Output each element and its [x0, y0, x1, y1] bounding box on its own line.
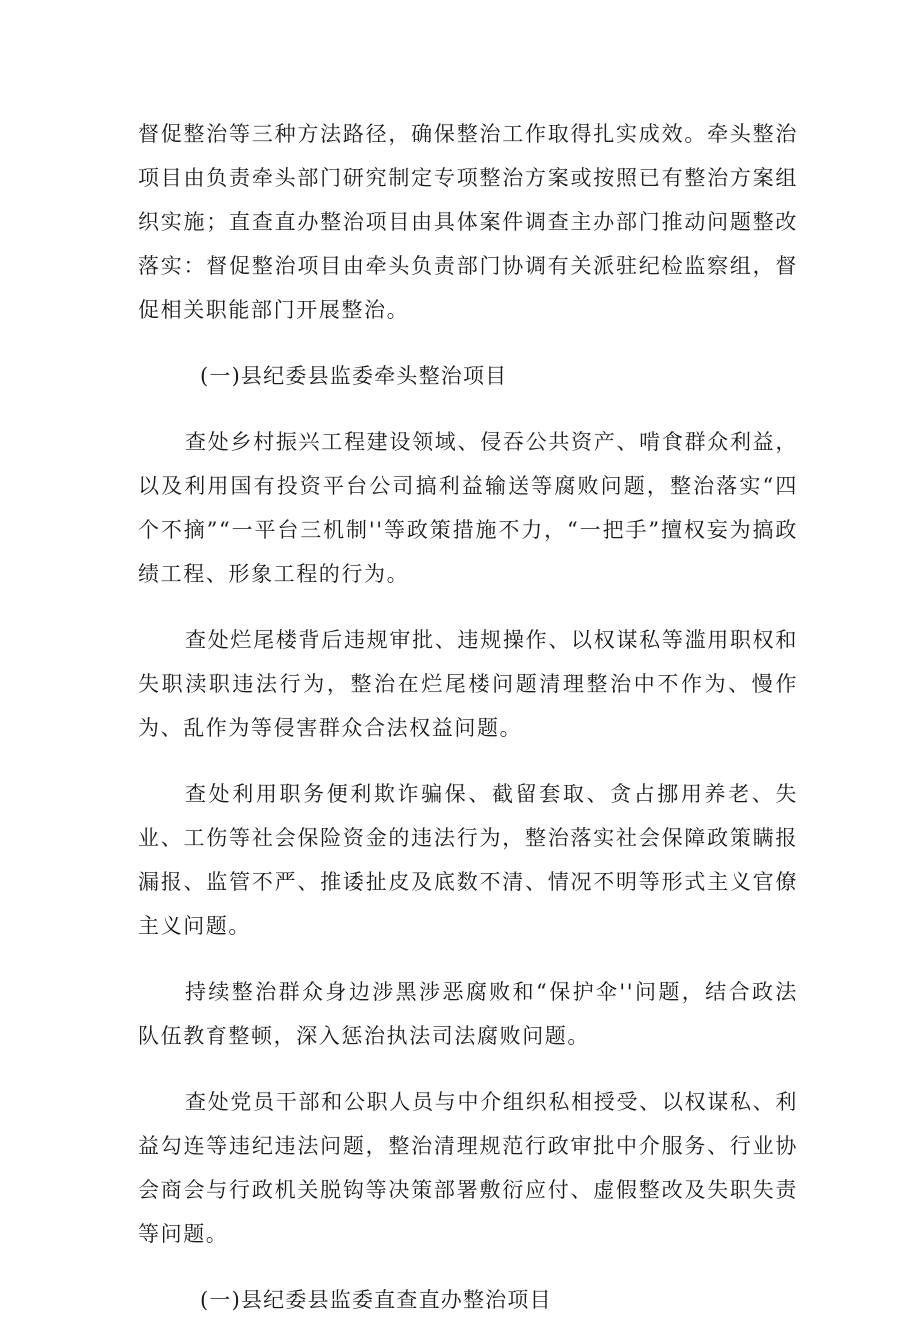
paragraph-social-insurance: 查处利用职务便利欺诈骗保、截留套取、贪占挪用养老、失业、工伤等社会保险资金的违法行为，整治落实社会保障政策瞒报漏报、监管不严、推诿扯皮及底数不清、情况不明等形式主义官僚主义问题。	[138, 782, 798, 938]
section-heading-lead-projects: (一)县纪委县监委牵头整治项目	[200, 364, 508, 388]
paragraph-rural-revitalization: 查处乡村振兴工程建设领域、侵吞公共资产、啃食群众利益，以及利用国有投资平台公司搞利益输送等腐败问题，整治落实“四个不摘”“一平台三机制''等政策措施不力，“一把手”擅权妄为搞政绩工程、形象工程的行为。	[138, 430, 798, 586]
paragraph-methods: 督促整治等三种方法路径，确保整治工作取得扎实成效。牵头整治项目由负责牵头部门研究制定专项整治方案或按照已有整治方案组织实施；直查直办整治项目由具体案件调查主办部门推动问题整改落实：督促整治项目由牵头负责部门协调有关派驻纪检监察组，督促相关职能部门开展整治。	[138, 122, 798, 322]
paragraph-protective-umbrella: 持续整治群众身边涉黑涉恶腐败和“保护伞''问题，结合政法队伍教育整顿，深入惩治执法司法腐败问题。	[138, 980, 798, 1048]
paragraph-unfinished-buildings: 查处烂尾楼背后违规审批、违规操作、以权谋私等滥用职权和失职渎职违法行为，整治在烂尾楼问题清理整治中不作为、慢作为、乱作为等侵害群众合法权益问题。	[138, 628, 798, 740]
paragraph-intermediary-organizations: 查处党员干部和公职人员与中介组织私相授受、以权谋私、利益勾连等违纪违法问题，整治清理规范行政审批中介服务、行业协会商会与行政机关脱钩等决策部署敷衍应付、虚假整改及失职失责等问题。	[138, 1090, 798, 1246]
document-body	[138, 112, 798, 1344]
section-heading-direct-projects: (一)县纪委县监委直查直办整治项目	[200, 1288, 552, 1312]
